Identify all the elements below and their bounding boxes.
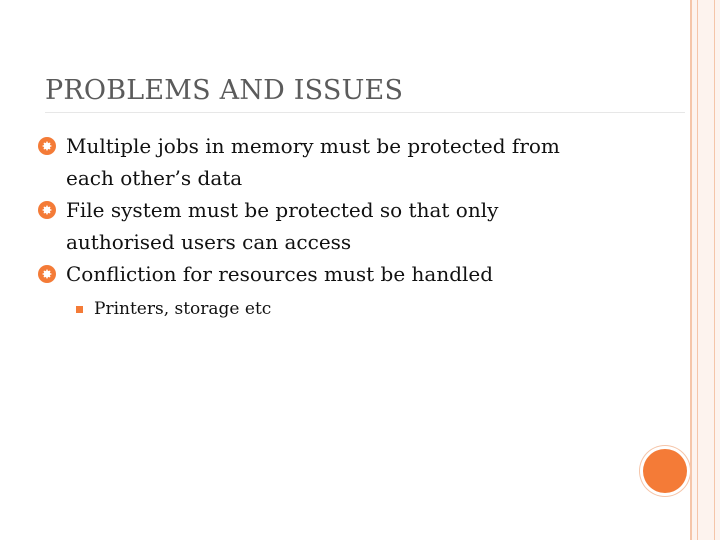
bullet-item [38,194,638,258]
square-bullet-icon [76,306,83,313]
decorative-circle [643,449,687,493]
bullet-item [38,258,638,290]
decorative-line [690,0,692,540]
sub-bullet-item [38,294,638,324]
slide-title: PROBLEMS AND ISSUES [45,75,404,106]
decorative-line [714,0,715,540]
bullet-text-continued: each other’s data [66,166,243,190]
bullet-text-continued: authorised users can access [66,230,352,254]
gear-bullet-icon [38,137,56,155]
bullet-text: Multiple jobs in memory must be protected from [66,134,560,158]
title-divider [45,112,685,113]
bullet-item [38,130,638,194]
bullet-text: Confliction for resources must be handled [66,262,494,286]
bullet-list [38,130,638,324]
gear-bullet-icon [38,265,56,283]
decorative-band [690,0,720,540]
gear-bullet-icon [38,201,56,219]
bullet-text: File system must be protected so that only [66,198,499,222]
decorative-line [697,0,698,540]
sub-bullet-text: Printers, storage etc [94,299,272,319]
